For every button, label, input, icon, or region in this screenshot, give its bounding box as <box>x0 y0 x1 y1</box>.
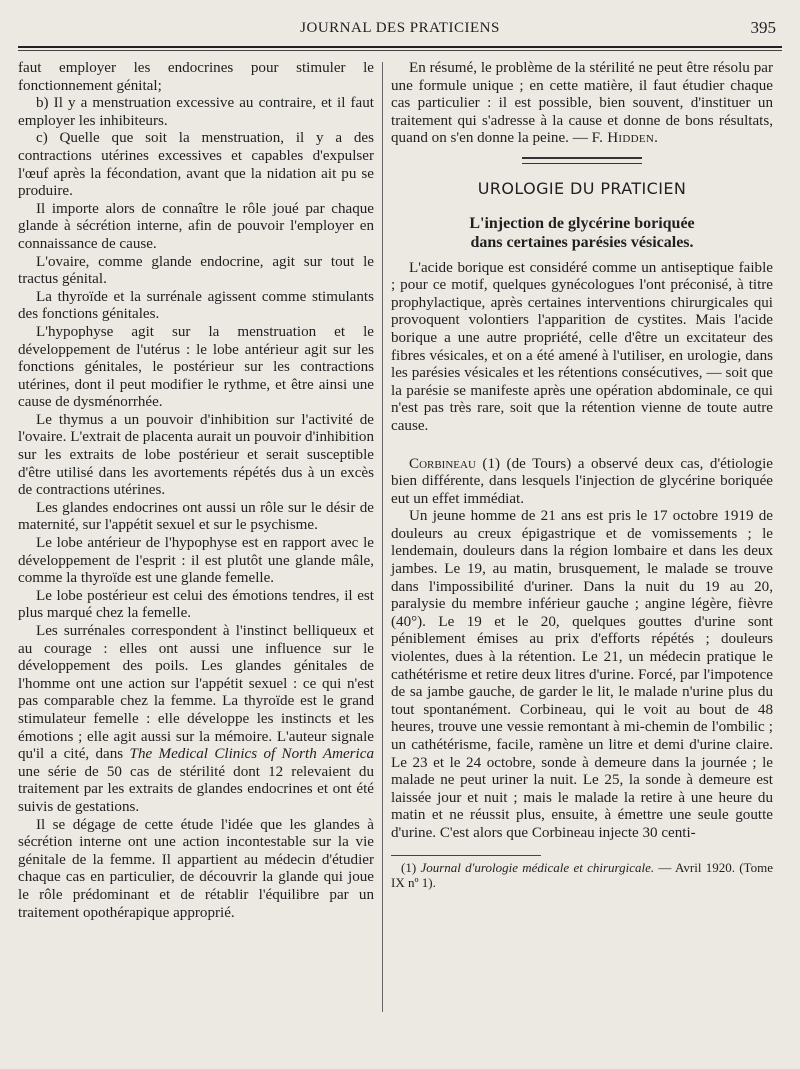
paragraph: La thyroïde et la surrénale agissent comme stimulants des fonctions génitales. <box>18 288 374 323</box>
page-header <box>18 18 782 44</box>
header-rule-thin <box>18 50 782 51</box>
summary-paragraph <box>391 60 773 148</box>
footnote <box>391 860 773 890</box>
case-paragraph: Un jeune homme de 21 ans est pris le 17 octobre 1919 de douleurs au creux épigastrique et de vomissements ; le lendemain, douleurs dans la région lombaire et dans les deux jambes. Le 19, au matin, brusquement, le malade se trouve dans l'impossibilité d'uriner. Dans la nuit du 19 au 20, paralysie du membre inférieur gauche ; angine légère, fièvre (40°). Le 19 et le 20, quelques gouttes d'urine sont péniblement émises au prix d'efforts répétés ; douleurs violentes, dues à la rétention. Le 21, un médecin pratique le cathétérisme et retire deux litres d'urine. Forcé, par l'impotence de sa jambe gauche, de garder le lit, le malade n'urine plus du tout spontanément. Corbineau, qui le voit au bout de 48 heures, trouve une vessie remontant à mi-chemin de l'ombilic ; un cathétérisme, facile, ramène un litre et demi d'urine claire. Le 23 et le 24 octobre, sonde à demeure dans la journée ; le malade ne peut uriner la nuit. Le 25, la sonde à demeure est laissée jour et nuit ; mais le malade la retire à une heure du matin et ne réussit plus, ensuite, à émettre une seule goutte d'urine. C'est alors que Corbineau injecte 30 centi- <box>391 508 773 841</box>
footnote-details: — Avril 1920. (Tome IX nº 1). <box>391 859 773 890</box>
right-column <box>391 60 773 890</box>
article-title-line: dans certaines parésies vésicales. <box>470 233 694 251</box>
paragraph: c) Quelle que soit la menstruation, il y a des contractions utérines excessives et capables d'expulser l'œuf après la fécondation, avant que la nidation ait pu se produire. <box>18 130 374 200</box>
cited-journal: The Medical Clinics of North America <box>129 746 374 763</box>
paragraph: Le lobe antérieur de l'hypophyse est en rapport avec le développement de l'esprit : il est plutôt une glande mâle, comme la thyroïde est une glande femelle. <box>18 535 374 587</box>
paragraph: faut employer les endocrines pour stimuler le fonctionnement génital; <box>18 60 374 94</box>
paragraph: Le lobe postérieur est celui des émotions tendres, il est plus marqué chez la femelle. <box>18 587 374 622</box>
paragraph: Il importe alors de connaître le rôle joué par chaque glande à sécrétion interne, afin de pouvoir l'employer en connaissance de cause. <box>18 200 374 252</box>
page-number: 395 <box>750 18 776 37</box>
footnote-journal: Journal d'urologie médicale et chirurgicale. <box>420 859 655 875</box>
left-column <box>18 60 374 922</box>
paragraph-with-citation <box>18 623 374 817</box>
journal-title: JOURNAL DES PRATICIENS <box>300 20 500 36</box>
article-title <box>391 214 773 252</box>
paragraph: Il se dégage de cette étude l'idée que les glandes à sécrétion interne ont une action incontestable sur la vie génitale de la femme. Il appartient au médecin d'étudier chaque cas en particulier, de découvrir la glande qui joue le rôle prédominant et de rétablir l'équilibre par un traitement opothérapique approprié. <box>18 816 374 921</box>
header-rule <box>18 46 782 48</box>
column-divider <box>382 62 383 1012</box>
footnote-marker: (1) <box>401 859 421 875</box>
case-author: Corbineau <box>409 455 476 472</box>
case-intro-text: (1) (de Tours) a observé deux cas, d'étiologie bien différente, dans lesquels l'injection de glycérine boriquée eut un effet immédiat. <box>391 455 773 507</box>
paragraph: Le thymus a un pouvoir d'inhibition sur l'activité de l'ovaire. L'extrait de placenta aurait un pouvoir d'inhibition sur les extraits de lobe postérieur et serait susceptible d'être utilisé dans les avortements répétés dus à un excès de contractions utérines. <box>18 411 374 499</box>
summary-text: En résumé, le problème de la stérilité ne peut être résolu par une formule unique ; en cette matière, il faut étudier chaque cas particulier : il est possible, bien souvent, d'instituer un traitement qui s'adresse à la cause et donne de bons résultats, quand on s'en donne la peine. — <box>391 60 773 147</box>
paragraph: L'hypophyse agit sur la menstruation et le développement de l'utérus : le lobe antérieur agit sur les fonctions génitales, le postérieur sur les contractions utérines, dont il peut modifier le rythme, et être ainsi une cause de dysménorrhée. <box>18 323 374 411</box>
section-heading: UROLOGIE DU PRATICIEN <box>477 178 687 198</box>
summary-author: F. Hidden. <box>591 130 659 147</box>
paragraph: Les glandes endocrines ont aussi un rôle sur le désir de maternité, sur l'appétit sexuel et sur le psychisme. <box>18 499 374 534</box>
paragraph-text-cont: une série de 50 cas de stérilité dont 12 relevaient du traitement par les extraits de glandes endocrines et ont été suivis de gestations. <box>18 763 374 815</box>
article-title-line: L'injection de glycérine boriquée <box>469 214 695 232</box>
paragraph: L'ovaire, comme glande endocrine, agit sur tout le tractus génital. <box>18 253 374 288</box>
section-separator <box>522 157 642 164</box>
paragraph-text: Les surrénales correspondent à l'instinct belliqueux et au courage : elles ont aussi une influence sur le développement des poils. Les glandes génitales de l'homme ont une action sur l'appétit sexuel : ce qui n'est pas comparable chez la femme. La thyroïde est le grand stimulateur femelle : elle développe les instincts et les émotions ; elle agit aussi sur la mémoire. L'auteur signale qu'il a cité, dans <box>18 623 374 763</box>
intro-paragraph: L'acide borique est considéré comme un antiseptique faible ; pour ce motif, quelques gynécologues l'ont préconisé, à titre prophylactique, après certaines interventions chirurgicales qui provoquent volontiers l'apparition de cystites. Mais l'acide borique a une autre propriété, celle d'être un excitateur des fibres vésicales, et on a été amené à l'utiliser, en urologie, dans les parésies vésicales et les rétentions consécutives, — soit que la parésie se manifeste après une opération abdominale, ce qui n'est pas très rare, soit que la rétention vienne de toute autre cause. <box>391 259 773 434</box>
footnote-rule <box>391 855 541 856</box>
paragraph: b) Il y a menstruation excessive au contraire, et il faut employer les inhibiteurs. <box>18 95 374 129</box>
case-intro-paragraph <box>391 456 773 509</box>
